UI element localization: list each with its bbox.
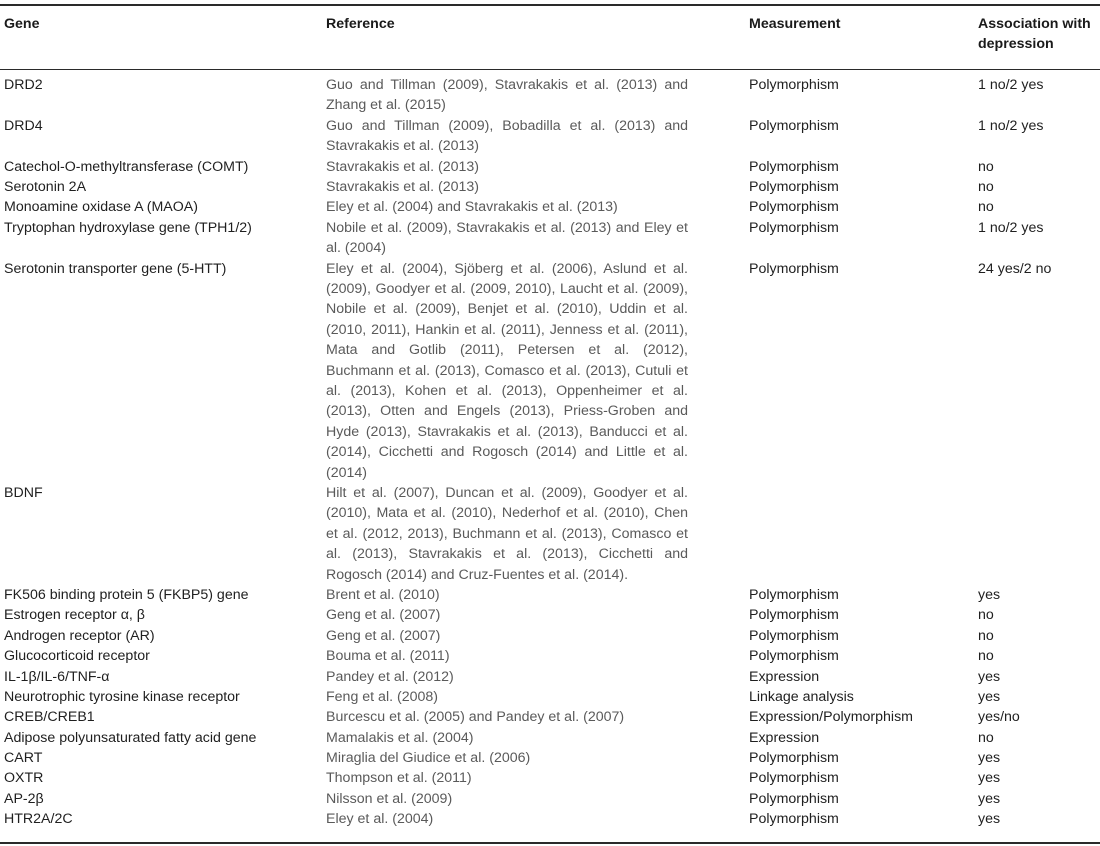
gene-cell: Adipose polyunsaturated fatty acid gene: [4, 729, 257, 746]
gene-cell: Serotonin 2A: [4, 178, 87, 195]
table-row: [0, 157, 1100, 177]
reference-cell: Stavrakakis et al. (2013): [326, 178, 479, 195]
header-association: [978, 14, 1100, 54]
table-row: [0, 789, 1100, 809]
association-cell: yes: [978, 668, 1001, 685]
measurement-cell: Expression/Polymorphism: [749, 709, 914, 726]
association-cell: 1 no/2 yes: [978, 117, 1044, 134]
reference-cell: Hilt et al. (2007), Duncan et al. (2009), Goodyer et al. (2010), Mata et al. (2010), Nederhof et al. (2010), Chen et al. (2012, 2013), Buchmann et al. (2013), Comasco et al. (2013), Stavrakakis et al. (2013), Cicchetti and Rogosch (2014) and Cruz-Fuentes et al. (2014).: [326, 484, 688, 583]
measurement-cell: Expression: [749, 729, 820, 746]
association-cell: 1 no/2 yes: [978, 77, 1044, 93]
header-association-line1: Association with: [978, 16, 1091, 32]
reference-cell: Nobile et al. (2009), Stavrakakis et al. (2013) and Eley et al. (2004): [326, 219, 688, 257]
reference-cell: Stavrakakis et al. (2013): [326, 158, 479, 175]
reference-cell: Feng et al. (2008): [326, 688, 438, 705]
association-cell: yes/no: [978, 709, 1020, 726]
reference-cell: Nilsson et al. (2009): [326, 790, 453, 807]
gene-cell: Monoamine oxidase A (MAOA): [4, 199, 198, 216]
association-cell: no: [978, 178, 994, 195]
header-association-line2: depression: [978, 36, 1054, 52]
association-cell: yes: [978, 790, 1001, 807]
reference-cell: Brent et al. (2010): [326, 586, 440, 603]
gene-cell: CART: [4, 750, 43, 767]
measurement-cell: Polymorphism: [749, 750, 839, 767]
gene-cell: BDNF: [4, 484, 43, 501]
table-row: [0, 626, 1100, 646]
table-row: [0, 809, 1100, 829]
reference-cell: Geng et al. (2007): [326, 627, 441, 644]
association-cell: yes: [978, 688, 1001, 705]
measurement-cell: Polymorphism: [749, 77, 839, 93]
gene-cell: Neurotrophic tyrosine kinase receptor: [4, 688, 240, 705]
association-cell: no: [978, 648, 994, 665]
measurement-cell: Polymorphism: [749, 199, 839, 216]
gene-cell: CREB/CREB1: [4, 709, 95, 726]
measurement-cell: Polymorphism: [749, 627, 839, 644]
header-measurement: Measurement: [749, 16, 841, 32]
table-row: [0, 748, 1100, 768]
gene-cell: Glucocorticoid receptor: [4, 648, 150, 665]
table-row: [0, 605, 1100, 625]
association-cell: 24 yes/2 no: [978, 260, 1052, 277]
table-row: [0, 218, 1100, 259]
table-row: [0, 687, 1100, 707]
header-reference: Reference: [326, 16, 395, 32]
gene-cell: HTR2A/2C: [4, 811, 73, 828]
association-cell: yes: [978, 811, 1001, 828]
table-row: [0, 728, 1100, 748]
reference-cell: Bouma et al. (2011): [326, 648, 450, 665]
association-cell: yes: [978, 750, 1001, 767]
reference-cell: Eley et al. (2004): [326, 811, 434, 828]
gene-cell: Catechol-O-methyltransferase (COMT): [4, 158, 249, 175]
association-cell: yes: [978, 770, 1001, 787]
measurement-cell: Polymorphism: [749, 811, 839, 828]
reference-cell: Pandey et al. (2012): [326, 668, 454, 685]
gene-cell: FK506 binding protein 5 (FKBP5) gene: [4, 586, 249, 603]
reference-cell: Miraglia del Giudice et al. (2006): [326, 750, 531, 767]
association-cell: yes: [978, 586, 1001, 603]
table-row: [0, 177, 1100, 197]
table-row: [0, 116, 1100, 157]
gene-cell: Androgen receptor (AR): [4, 627, 155, 644]
measurement-cell: Polymorphism: [749, 607, 839, 624]
association-cell: no: [978, 729, 994, 746]
reference-cell: Burcescu et al. (2005) and Pandey et al. (2007): [326, 709, 625, 726]
reference-cell: Guo and Tillman (2009), Bobadilla et al. (2013) and Stavrakakis et al. (2013): [326, 117, 688, 155]
gene-cell: AP-2β: [4, 790, 44, 807]
table-row: [0, 646, 1100, 666]
association-cell: 1 no/2 yes: [978, 219, 1044, 236]
gene-cell: Estrogen receptor α, β: [4, 607, 145, 624]
measurement-cell: Expression: [749, 668, 820, 685]
measurement-cell: Polymorphism: [749, 178, 839, 195]
association-cell: no: [978, 627, 994, 644]
header-rule: [0, 69, 1100, 70]
table-row: [0, 667, 1100, 687]
measurement-cell: Polymorphism: [749, 158, 839, 175]
measurement-cell: Polymorphism: [749, 586, 839, 603]
measurement-cell: Polymorphism: [749, 260, 839, 277]
association-cell: no: [978, 158, 994, 175]
reference-cell: Geng et al. (2007): [326, 607, 441, 624]
reference-cell: Mamalakis et al. (2004): [326, 729, 474, 746]
measurement-cell: Polymorphism: [749, 219, 839, 236]
table-row: [0, 197, 1100, 217]
gene-cell: IL-1β/IL-6/TNF-α: [4, 668, 110, 685]
gene-cell: Tryptophan hydroxylase gene (TPH1/2): [4, 219, 252, 236]
table-row: [0, 585, 1100, 605]
measurement-cell: Polymorphism: [749, 790, 839, 807]
bottom-rule: [0, 842, 1100, 844]
header-gene: Gene: [4, 16, 40, 32]
reference-cell: Eley et al. (2004), Sjöberg et al. (2006), Aslund et al. (2009), Goodyer et al. (2009, 2010), Laucht et al. (2009), Nobile et al. (2009), Benjet et al. (2010), Uddin et al. (2010, 2011), Hankin et al. (2011), Jenness et al. (2011), Mata and Gotlib (2011), Petersen et al. (2012), Buchmann et al. (2013), Comasco et al. (2013), Cutuli et al. (2013), Kohen et al. (2013), Oppenheimer et al. (2013), Otten and Engels (2013), Priess-Groben and Hyde (2013), Stavrakakis et al. (2013), Banducci et al. (2014), Cicchetti and Rogosch (2014) and Little et al. (2014): [326, 260, 688, 481]
gene-cell: OXTR: [4, 770, 44, 787]
table-row: [0, 259, 1100, 483]
table-body: [0, 75, 1100, 830]
top-rule: [0, 4, 1100, 6]
reference-cell: Eley et al. (2004) and Stavrakakis et al. (2013): [326, 199, 618, 216]
gene-cell: DRD4: [4, 117, 43, 134]
reference-cell: Thompson et al. (2011): [326, 770, 472, 787]
gene-cell: DRD2: [4, 77, 43, 93]
table-row: [0, 707, 1100, 727]
table-row: [0, 768, 1100, 788]
association-cell: no: [978, 199, 994, 216]
table-row: [0, 75, 1100, 116]
measurement-cell: Polymorphism: [749, 117, 839, 134]
measurement-cell: Linkage analysis: [749, 688, 854, 705]
gene-cell: Serotonin transporter gene (5-HTT): [4, 260, 227, 277]
reference-cell: Guo and Tillman (2009), Stavrakakis et al. (2013) and Zhang et al. (2015): [326, 77, 688, 114]
association-cell: no: [978, 607, 994, 624]
table-row: [0, 483, 1100, 585]
measurement-cell: Polymorphism: [749, 648, 839, 665]
measurement-cell: Polymorphism: [749, 770, 839, 787]
